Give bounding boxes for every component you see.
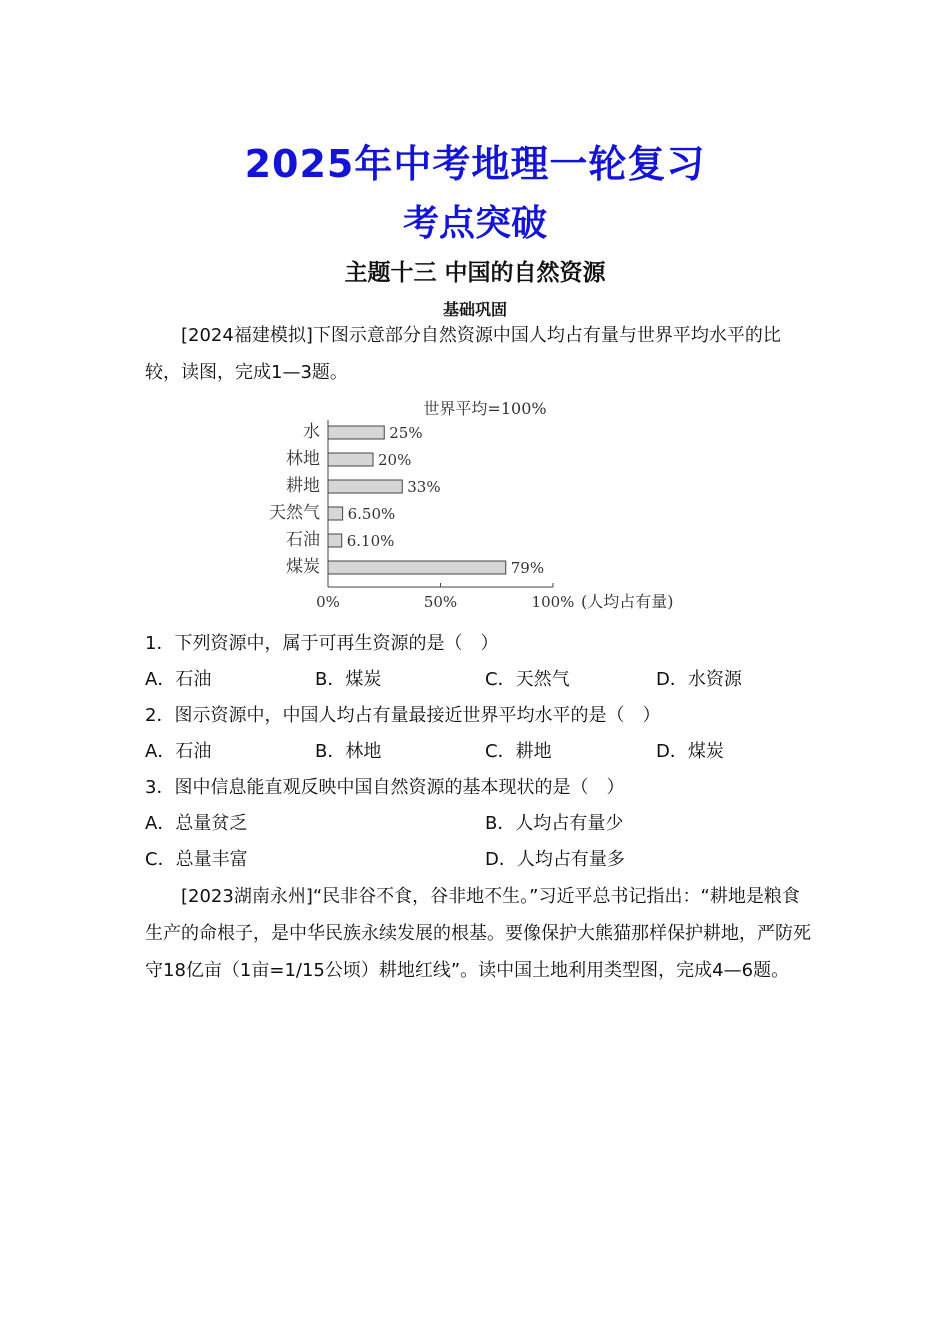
value-label: 25% — [389, 424, 423, 442]
question-3-option-c: C．总量丰富 — [145, 849, 248, 870]
x-tick-label: 0% — [316, 593, 340, 611]
category-label: 天然气 — [269, 503, 320, 523]
x-axis-label: (人均占有量) — [581, 592, 674, 611]
document-title: 2025年中考地理一轮复习 — [244, 142, 706, 186]
bar — [328, 561, 506, 574]
value-label: 79% — [510, 559, 545, 577]
x-tick-label: 100% — [531, 593, 575, 611]
theme-heading: 主题十三 中国的自然资源 — [344, 260, 606, 286]
value-label: 6.50% — [347, 505, 396, 523]
question-3-option-d: D．人均占有量多 — [485, 849, 625, 870]
question-3-option-b: B．人均占有量少 — [485, 813, 624, 834]
question-1-option-c: C．天然气 — [485, 669, 570, 690]
category-label: 林地 — [286, 449, 320, 469]
value-label: 20% — [378, 451, 412, 469]
question-2-stem: 2．图示资源中，中国人均占有量最接近世界平均水平的是（ ） — [145, 705, 661, 726]
question-1-stem: 1．下列资源中，属于可再生资源的是（ ） — [145, 633, 499, 654]
bar — [328, 480, 402, 493]
question-2-option-b: B．林地 — [315, 741, 382, 762]
intro-paragraph-1: [2024福建模拟]下图示意部分自然资源中国人均占有量与世界平均水平的比较，读图，完成1—3题。 — [145, 325, 781, 383]
question-2-option-c: C．耕地 — [485, 741, 552, 762]
bar — [328, 426, 384, 439]
category-label: 水 — [303, 422, 320, 442]
question-2-option-d: D．煤炭 — [656, 741, 724, 762]
question-1-option-d: D．水资源 — [656, 669, 742, 690]
question-2-option-a: A．石油 — [145, 741, 212, 762]
category-label: 石油 — [286, 530, 320, 550]
document-subtitle: 考点突破 — [402, 203, 547, 244]
resource-bar-chart — [255, 392, 705, 617]
question-1-option-a: A．石油 — [145, 669, 212, 690]
category-label: 煤炭 — [286, 557, 320, 577]
section-heading: 基础巩固 — [442, 300, 507, 319]
x-tick-label: 50% — [423, 593, 458, 611]
chart-title: 世界平均=100% — [423, 399, 547, 418]
bar — [328, 507, 343, 520]
bar — [328, 534, 342, 547]
intro-paragraph-2: [2023湖南永州]“民非谷不食，谷非地不生。”习近平总书记指出：“耕地是粮食生产的命根子，是中华民族永续发展的根基。要像保护大熊猫那样保护耕地，严防死守18亿亩（1亩=1/15公顷）耕地红线”。读中国土地利用类型图，完成4—6题。 — [145, 886, 811, 981]
question-3-stem: 3．图中信息能直观反映中国自然资源的基本现状的是（ ） — [145, 777, 625, 798]
bar — [328, 453, 373, 466]
value-label: 33% — [407, 478, 441, 496]
question-1-option-b: B．煤炭 — [315, 669, 382, 690]
value-label: 6.10% — [346, 532, 395, 550]
category-label: 耕地 — [286, 476, 320, 496]
question-3-option-a: A．总量贫乏 — [145, 813, 248, 834]
